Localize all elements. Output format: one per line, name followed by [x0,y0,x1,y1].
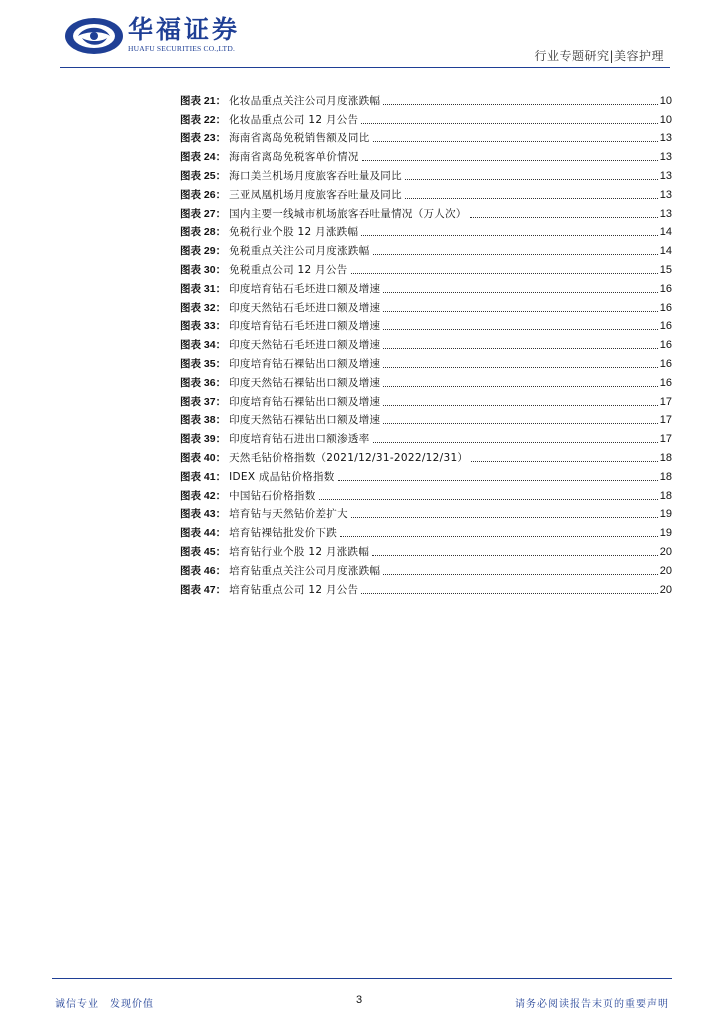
figure-title: 印度培育钻石毛坯进口额及增速 [229,320,381,333]
figure-title: 印度天然钻石毛坯进口额及增速 [229,339,381,352]
dot-leader [383,329,657,330]
company-logo-cn: 华福证券 [128,15,241,44]
figure-page-number: 14 [659,226,672,239]
figure-number: 图表 27： [180,207,227,220]
figure-number: 图表 42： [180,489,227,502]
figure-title: 印度培育钻石进出口额渗透率 [229,433,370,446]
figure-page-number: 20 [659,583,672,596]
figure-title: 中国钻石价格指数 [229,489,316,502]
figure-title: 国内主要一线城市机场旅客吞吐量情况（万人次） [229,207,467,220]
dot-leader [383,292,657,293]
dot-leader [383,405,657,406]
figure-page-number: 20 [659,564,672,577]
dot-leader [471,461,658,462]
dot-leader [340,536,658,537]
dot-leader [362,160,658,161]
toc-entry[interactable] [180,559,672,578]
figure-number: 图表 39： [180,433,227,446]
toc-entry[interactable] [180,127,672,146]
figure-number: 图表 37： [180,395,227,408]
figure-page-number: 16 [659,357,672,370]
toc-entry[interactable] [180,333,672,352]
figure-number: 图表 28： [180,226,227,239]
toc-entry[interactable] [180,578,672,597]
figure-page-number: 13 [659,207,672,220]
figure-index-list [180,89,672,597]
figure-title: 印度天然钻石毛坯进口额及增速 [229,301,381,314]
figure-number: 图表 25： [180,169,227,182]
dot-leader [383,423,657,424]
figure-title: 培育钻重点公司 12 月公告 [229,583,359,596]
toc-entry[interactable] [180,371,672,390]
figure-title: 免税行业个股 12 月涨跌幅 [229,226,359,239]
page-number: 3 [356,994,363,1006]
figure-page-number: 13 [659,169,672,182]
figure-page-number: 10 [659,94,672,107]
dot-leader [361,123,657,124]
footer-divider [52,978,672,979]
dot-leader [361,593,657,594]
figure-page-number: 16 [659,320,672,333]
toc-entry[interactable] [180,89,672,108]
figure-page-number: 10 [659,113,672,126]
toc-entry[interactable] [180,427,672,446]
figure-page-number: 13 [659,151,672,164]
figure-number: 图表 23： [180,132,227,145]
dot-leader [405,198,658,199]
figure-title: 三亚凤凰机场月度旅客吞吐量及同比 [229,188,402,201]
dot-leader [383,348,657,349]
footer-slogan: 诚信专业 发现价值 [55,999,154,1010]
toc-entry[interactable] [180,108,672,127]
figure-title: 培育钻重点关注公司月度涨跌幅 [229,564,381,577]
figure-page-number: 19 [659,527,672,540]
figure-page-number: 16 [659,282,672,295]
toc-entry[interactable] [180,258,672,277]
figure-page-number: 20 [659,545,672,558]
figure-number: 图表 45： [180,545,227,558]
figure-title: 培育钻行业个股 12 月涨跌幅 [229,545,370,558]
dot-leader [470,217,658,218]
figure-number: 图表 29： [180,245,227,258]
toc-entry[interactable] [180,239,672,258]
figure-number: 图表 47： [180,583,227,596]
toc-entry[interactable] [180,540,672,559]
figure-title: 免税重点关注公司月度涨跌幅 [229,245,370,258]
figure-title: 免税重点公司 12 月公告 [229,263,348,276]
dot-leader [351,517,658,518]
figure-number: 图表 44： [180,527,227,540]
figure-page-number: 16 [659,339,672,352]
figure-title: 培育钻裸钻批发价下跌 [229,527,338,540]
dot-leader [319,499,658,500]
figure-page-number: 19 [659,508,672,521]
dot-leader [338,480,658,481]
toc-entry[interactable] [180,221,672,240]
figure-number: 图表 30： [180,263,227,276]
figure-number: 图表 33： [180,320,227,333]
figure-title: 海南省离岛免税销售额及同比 [229,132,370,145]
figure-number: 图表 38： [180,414,227,427]
figure-number: 图表 36： [180,376,227,389]
dot-leader [373,442,658,443]
figure-title: 海口美兰机场月度旅客吞吐量及同比 [229,169,402,182]
dot-leader [373,141,658,142]
toc-entry[interactable] [180,503,672,522]
dot-leader [372,555,658,556]
figure-title: 印度天然钻石裸钻出口额及增速 [229,414,381,427]
figure-number: 图表 32： [180,301,227,314]
footer-disclaimer: 请务必阅读报告末页的重要声明 [515,999,669,1010]
figure-number: 图表 21： [180,94,227,107]
dot-leader [405,179,658,180]
figure-title: 印度培育钻石毛坯进口额及增速 [229,282,381,295]
figure-title: 印度培育钻石裸钻出口额及增速 [229,357,381,370]
figure-title: 化妆品重点公司 12 月公告 [229,113,359,126]
figure-page-number: 16 [659,376,672,389]
toc-entry[interactable] [180,202,672,221]
figure-title: 印度培育钻石裸钻出口额及增速 [229,395,381,408]
figure-number: 图表 46： [180,564,227,577]
toc-entry[interactable] [180,465,672,484]
page-header [0,0,724,70]
figure-page-number: 14 [659,245,672,258]
toc-entry[interactable] [180,521,672,540]
figure-page-number: 15 [659,263,672,276]
figure-page-number: 18 [659,470,672,483]
figure-number: 图表 24： [180,151,227,164]
figure-page-number: 16 [659,301,672,314]
figure-page-number: 13 [659,188,672,201]
company-logo-en: HUAFU SECURITIES CO.,LTD. [128,44,236,53]
figure-page-number: 17 [659,414,672,427]
figure-title: 印度天然钻石裸钻出口额及增速 [229,376,381,389]
figure-title: 化妆品重点关注公司月度涨跌幅 [229,94,381,107]
figure-title: 培育钻与天然钻价差扩大 [229,508,348,521]
toc-entry[interactable] [180,446,672,465]
toc-entry[interactable] [180,484,672,503]
figure-page-number: 17 [659,395,672,408]
dot-leader [361,235,657,236]
figure-title: 海南省离岛免税客单价情况 [229,151,359,164]
toc-entry[interactable] [180,409,672,428]
report-section-label: 行业专题研究|美容护理 [534,49,664,63]
figure-number: 图表 41： [180,470,227,483]
figure-page-number: 17 [659,433,672,446]
dot-leader [383,367,657,368]
dot-leader [373,254,658,255]
toc-entry[interactable] [180,315,672,334]
figure-title: 天然毛钻价格指数（2021/12/31-2022/12/31） [229,451,469,464]
toc-entry[interactable] [180,352,672,371]
figure-number: 图表 31： [180,282,227,295]
header-divider [60,67,670,68]
dot-leader [383,311,657,312]
figure-number: 图表 35： [180,357,227,370]
figure-page-number: 18 [659,451,672,464]
toc-entry[interactable] [180,183,672,202]
toc-entry[interactable] [180,296,672,315]
figure-number: 图表 34： [180,339,227,352]
huafu-logo-icon [64,17,124,55]
toc-entry[interactable] [180,390,672,409]
figure-number: 图表 43： [180,508,227,521]
figure-title: IDEX 成品钻价格指数 [229,470,335,483]
figure-number: 图表 22： [180,113,227,126]
dot-leader [383,386,657,387]
dot-leader [351,273,658,274]
dot-leader [383,574,657,575]
figure-page-number: 18 [659,489,672,502]
dot-leader [383,104,657,105]
toc-entry[interactable] [180,164,672,183]
figure-page-number: 13 [659,132,672,145]
figure-number: 图表 40： [180,451,227,464]
toc-entry[interactable] [180,145,672,164]
figure-number: 图表 26： [180,188,227,201]
toc-entry[interactable] [180,277,672,296]
